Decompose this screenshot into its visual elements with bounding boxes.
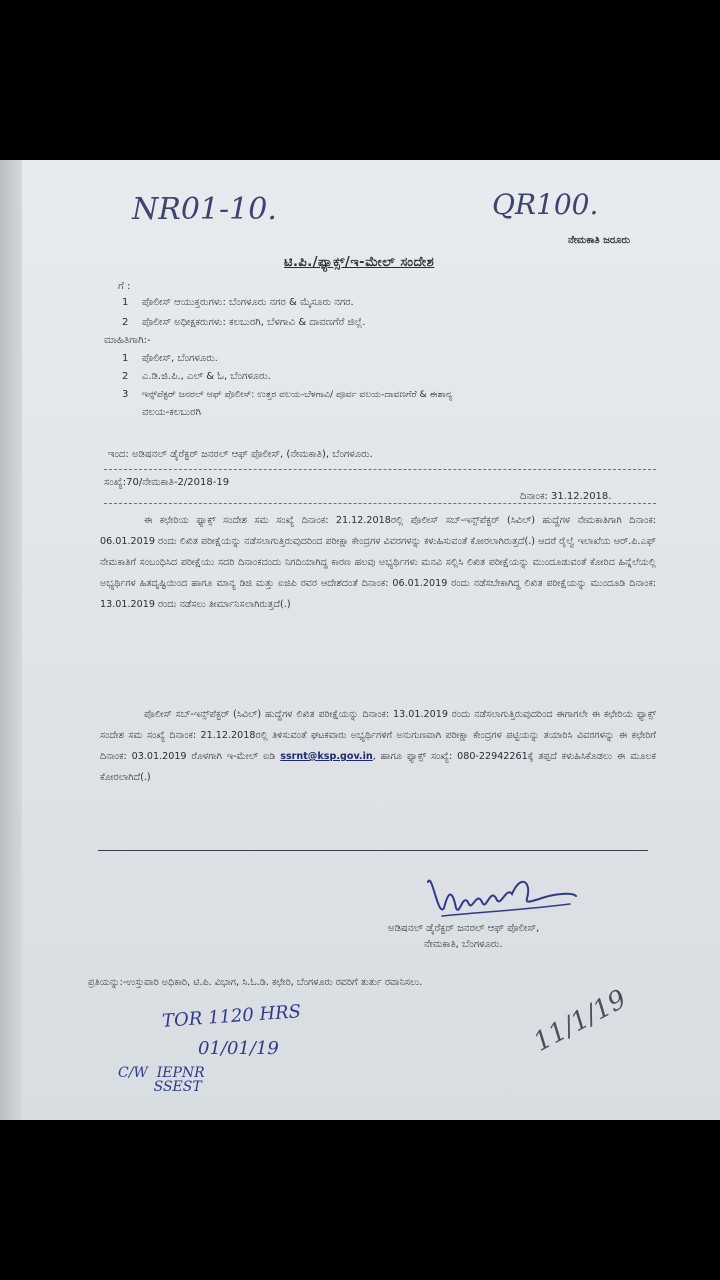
handwritten-initial-date: 11/1/19 (528, 984, 632, 1058)
from-line: ಇಂದ: ಅಡಿಷನಲ್ ಡೈರೆಕ್ಟರ್ ಜನರಲ್ ಆಫ್ ಪೊಲೀಸ್, (ನೇಮಕಾತಿ), ಬೆಂಗಳೂರು. (108, 449, 373, 460)
divider-dotted (104, 503, 656, 504)
reference-number: ಸಂಖ್ಯೆ:70/ನೇಮಕಾತಿ-2/2018-19 (104, 477, 230, 488)
separator-line (98, 850, 648, 851)
divider-dotted (104, 469, 656, 470)
handwritten-ref-left: NR01-10. (132, 192, 277, 227)
recruitment-urgent-label: ನೇಮಕಾತಿ ಜರೂರು (568, 235, 631, 246)
handwritten-cw-note: C/W IEPNR SSEST (118, 1065, 205, 1095)
signatory-office: ನೇಮಕಾತಿ, ಬೆಂಗಳೂರು. (424, 939, 503, 950)
document-page (0, 160, 720, 1120)
info-item-num: 3 (122, 389, 129, 400)
info-item: ವಲಯ-ಕಲಬುರಗಿ (142, 407, 201, 418)
reference-date: ದಿನಾಂಕ: 31.12.2018. (520, 491, 612, 502)
handwritten-tor-note: TOR 1120 HRS (161, 1001, 302, 1032)
copy-to-line: ಪ್ರತಿಯನ್ನು:-ಉಸ್ತುವಾರಿ ಅಧಿಕಾರಿ, ಟಿ.ಪಿ. ವಿಭಾಗ, ಸಿ.ಓ.ಡಿ. ಕಛೇರಿ, ಬೆಂಗಳೂರು ರವರಿಗೆ ತುರ್ತು ರವಾನಿಸಲು. (88, 977, 423, 988)
to-item-num: 2 (122, 317, 129, 328)
info-item: ಪೊಲೀಸ್, ಬೆಂಗಳೂರು. (142, 353, 218, 364)
signatory-title: ಅಡಿಷನಲ್ ಡೈರೆಕ್ಟರ್ ಜನರಲ್ ಆಫ್ ಪೊಲೀಸ್, (388, 923, 540, 934)
handwritten-date-note: 01/01/19 (198, 1038, 279, 1059)
info-item: ಇನ್ಸ್‌ಪೆಕ್ಟರ್ ಜನರಲ್ ಆಫ್ ಪೊಲೀಸ್: ಉತ್ತರ ವಲಯ-ಬೆಳಗಾವಿ/ ಪೂರ್ವ ವಲಯ-ದಾವಣಗೆರೆ & ಈಶಾನ್ಯ (142, 389, 453, 400)
handwritten-ref-right: QR100. (492, 188, 599, 221)
paragraph-2-text-tail: , ಹಾಗೂ ಫ್ಯಾಕ್ಸ್ ಸಂಖ್ಯೆ: 080-22942261ಕ್ಕೆ ತಪ್ಪದೆ ಕಳುಹಿಸಿಕೊಡಲು ಈ ಮೂಲಕ ಕೋರಲಾಗಿದೆ(.) (100, 751, 656, 783)
document-title: ಟಿ.ಪಿ./ಫ್ಯಾಕ್ಸ್/ಇ-ಮೇಲ್ ಸಂದೇಶ (284, 255, 435, 270)
to-label: ಗೆ : (118, 281, 131, 292)
info-item-num: 1 (122, 353, 129, 364)
to-item: ಪೊಲೀಸ್ ಅಧೀಕ್ಷಕರುಗಳು: ಕಲಬುರಗಿ, ಬೆಳಗಾವಿ & ದಾವಣಗೆರೆ ಜಿಲ್ಲೆ. (142, 317, 366, 328)
info-item: ಎ.ಡಿ.ಜಿ.ಪಿ., ಎಲ್ & ಓ, ಬೆಂಗಳೂರು. (142, 371, 271, 382)
paragraph-2-text: ಪೊಲೀಸ್ ಸಬ್-ಇನ್ಸ್‌ಪೆಕ್ಟರ್ (ಸಿವಿಲ್) ಹುದ್ದೆಗಳ ಲಿಖಿತ ಪರೀಕ್ಷೆಯನ್ನು ದಿನಾಂಕ: 13.01.2019 ರಂದು ನಡೆಸಲಾಗುತ್ತಿರುವುದರಿಂದ ಈಗಾಗಲೇ ಈ ಕಛೇರಿಯ ಫ್ಯಾಕ್ಸ್ ಸಂದೇಶ ಸಮ ಸಂಖ್ಯೆ ದಿನಾಂಕ: 21.12.2018ರಲ್ಲಿ ತಿಳಿಸುವಂತೆ ಘಟಕವಾರು ಅಭ್ಯರ್ಥಿಗಳಿಗೆ ಅನುಗುಣವಾಗಿ ಪರೀಕ್ಷಾ ಕೇಂದ್ರಗಳ ಪಟ್ಟಿಯನ್ನು ತಯಾರಿಸಿ ವಿವರಗಳನ್ನು ಈ ಕಛೇರಿಗೆ ದಿನಾಂಕ: 03.01.2019 ರೊಳಗಾಗಿ ಇ-ಮೇಲ್ ಐಡಿ (100, 709, 656, 762)
to-item: ಪೊಲೀಸ್ ಆಯುಕ್ತರುಗಳು: ಬೆಂಗಳೂರು ನಗರ & ಮೈಸೂರು ನಗರ. (142, 297, 354, 308)
info-item-num: 2 (122, 371, 129, 382)
to-item-num: 1 (122, 297, 129, 308)
body-paragraph-1: ಈ ಕಛೇರಿಯ ಫ್ಯಾಕ್ಸ್ ಸಂದೇಶ ಸಮ ಸಂಖ್ಯೆ ದಿನಾಂಕ: 21.12.2018ರಲ್ಲಿ ಪೊಲೀಸ್ ಸಬ್-ಇನ್ಸ್‌ಪೆಕ್ಟರ್ (ಸಿವಿಲ್) ಹುದ್ದೆಗಳ ನೇಮಕಾತಿಗಾಗಿ ದಿನಾಂಕ: 06.01.2019 ರಂದು ಲಿಖಿತ ಪರೀಕ್ಷೆಯನ್ನು ನಡೆಸಲಾಗುತ್ತಿರುವುದರಿಂದ ಪರೀಕ್ಷಾ ಕೇಂದ್ರಗಳ ವಿವರಗಳನ್ನು ಕಳುಹಿಸುವಂತೆ ಕೋರಲಾಗಿರುತ್ತದೆ(.) ಆದರೆ ರೈಲ್ವೆ ಇಲಾಖೆಯ ಆರ್.ಪಿ.ಎಫ್ ನೇಮಕಾತಿಗೆ ಸಂಬಂಧಿಸಿದ ಪರೀಕ್ಷೆಯು ಸದರಿ ದಿನಾಂಕದಂದು ನಿಗದಿಯಾಗಿದ್ದ ಕಾರಣ ಹಲವು ಅಭ್ಯರ್ಥಿಗಳು ಮನವಿ ಸಲ್ಲಿಸಿ ಲಿಖಿತ ಪರೀಕ್ಷೆಯನ್ನು ಮುಂದೂಡುವಂತೆ ಕೋರಿದ ಹಿನ್ನೆಲೆಯಲ್ಲಿ ಅಭ್ಯರ್ಥಿಗಳ ಹಿತದೃಷ್ಟಿಯಿಂದ ಹಾಗೂ ಮಾನ್ಯ ಡಿಜಿ ಮತ್ತು ಐಜಿಪಿ ರವರ ಆದೇಶದಂತೆ ದಿನಾಂಕ: 06.01.2019 ರಂದು ನಡೆಸಬೇಕಾಗಿದ್ದ ಲಿಖಿತ ಪರೀಕ್ಷೆಯನ್ನು ಮುಂದೂಡಿ ದಿನಾಂಕ: 13.01.2019 ರಂದು ನಡೆಸಲು ತೀರ್ಮಾನಿಸಲಾಗಿರುತ್ತದೆ(.) (100, 515, 656, 610)
signature-scribble (422, 868, 582, 928)
email-link[interactable]: ssrnt@ksp.gov.in (280, 751, 373, 762)
body-paragraph-2 (100, 704, 656, 788)
info-label: ಮಾಹಿತಿಗಾಗಿ:- (104, 335, 151, 346)
